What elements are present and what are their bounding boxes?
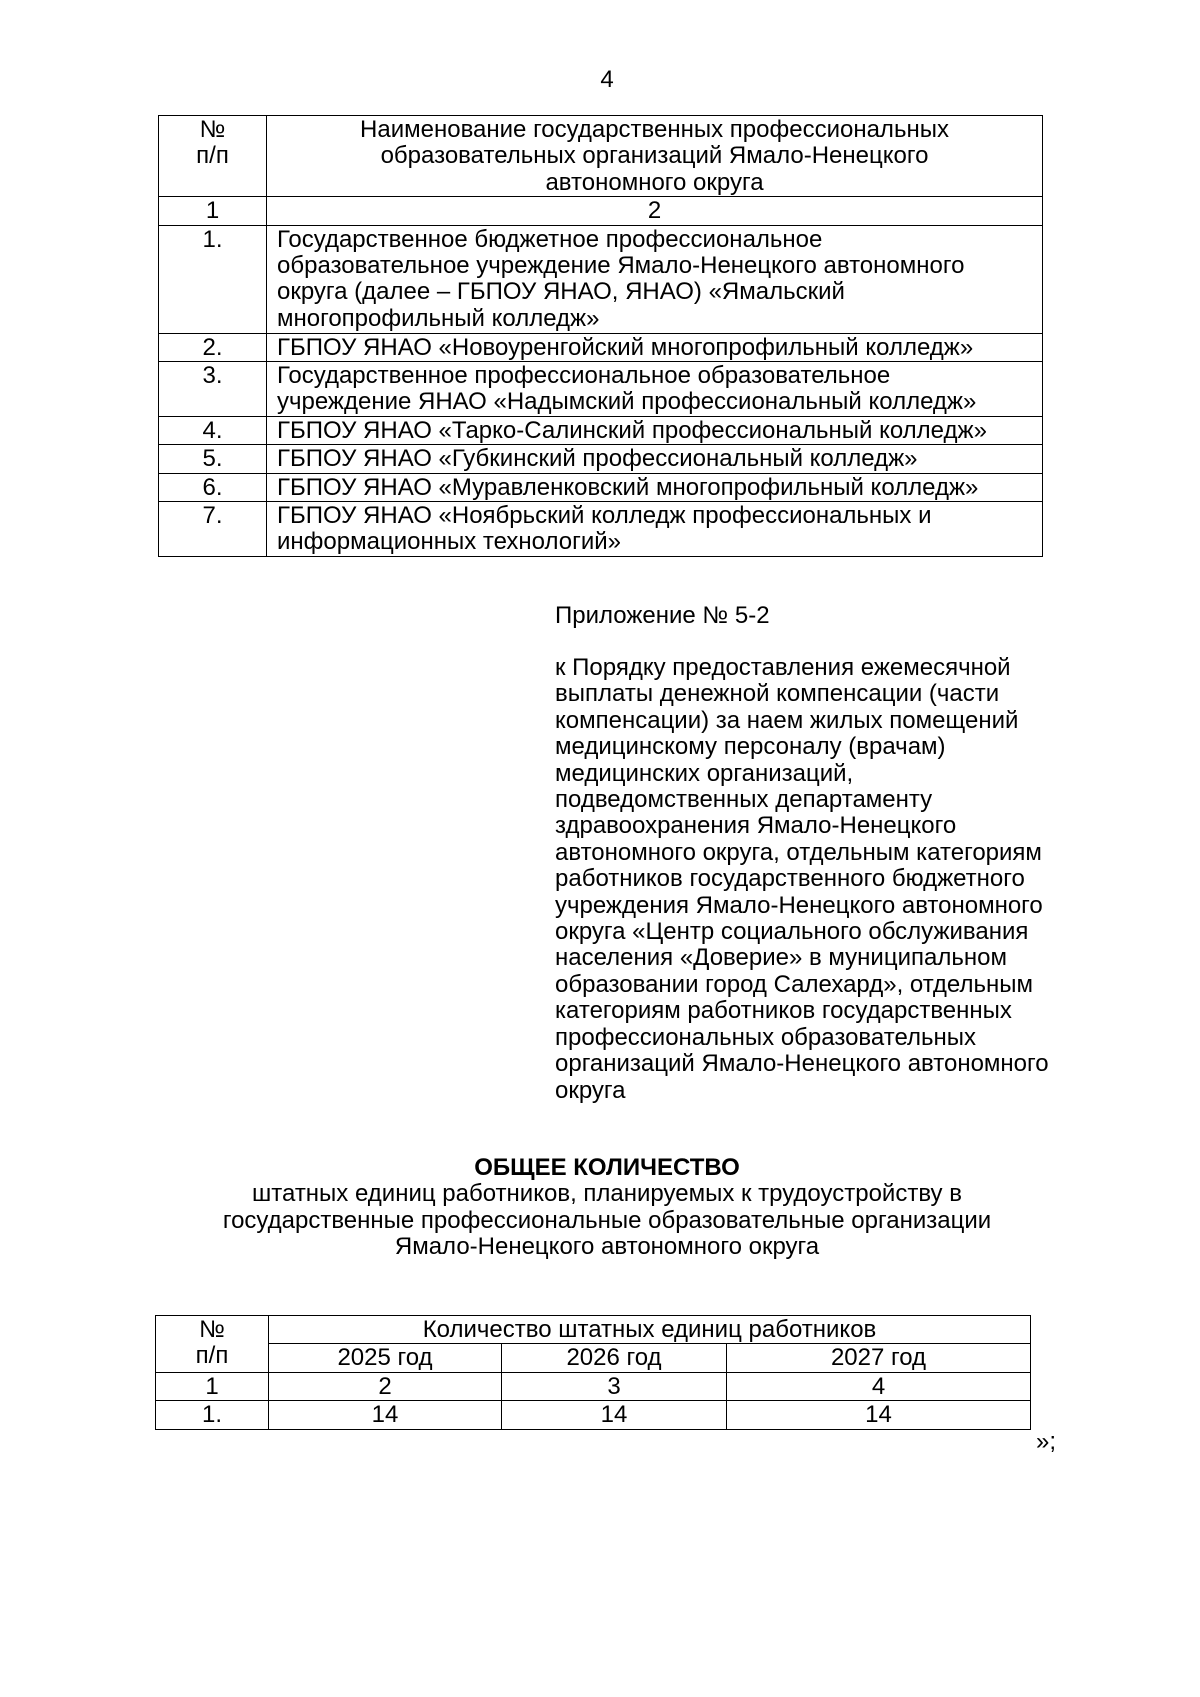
column-numbers-row bbox=[156, 1372, 1031, 1400]
table-row bbox=[159, 473, 1043, 501]
staff-units-table bbox=[155, 1315, 1031, 1430]
header-group-cell: Количество штатных единиц работников bbox=[269, 1316, 1031, 1344]
closing-quote-mark: »; bbox=[1036, 1428, 1057, 1455]
row-number-cell: 1. bbox=[156, 1401, 269, 1429]
table-row bbox=[159, 416, 1043, 444]
table-header-row bbox=[159, 116, 1043, 197]
table-row bbox=[159, 445, 1043, 473]
organization-name-cell: Государственное бюджетное профессиональное образовательное учреждение Ямало-Ненецкого автономного округа (далее – ГБПОУ ЯНАО, ЯНАО) «Ямальский многопрофильный колледж» bbox=[267, 225, 1043, 333]
year-cell: 2026 год bbox=[502, 1344, 727, 1372]
row-number-cell: 1. bbox=[159, 225, 267, 333]
table-row bbox=[159, 502, 1043, 557]
row-number-cell: 7. bbox=[159, 502, 267, 557]
row-number-cell: 4. bbox=[159, 416, 267, 444]
year-cell: 2025 год bbox=[269, 1344, 502, 1372]
value-cell: 14 bbox=[727, 1401, 1031, 1429]
section-title bbox=[14, 1155, 1200, 1261]
row-number-cell: 3. bbox=[159, 362, 267, 417]
header-number-cell: № п/п bbox=[156, 1316, 269, 1373]
column-number-cell: 1 bbox=[156, 1372, 269, 1400]
column-number-cell: 2 bbox=[267, 197, 1043, 225]
table-header-row bbox=[156, 1316, 1031, 1344]
table-row bbox=[156, 1401, 1031, 1429]
organizations-table bbox=[158, 115, 1043, 557]
row-number-cell: 5. bbox=[159, 445, 267, 473]
row-number-cell: 2. bbox=[159, 333, 267, 361]
organization-name-cell: ГБПОУ ЯНАО «Муравленковский многопрофильный колледж» bbox=[267, 473, 1043, 501]
organization-name-cell: ГБПОУ ЯНАО «Новоуренгойский многопрофильный колледж» bbox=[267, 333, 1043, 361]
value-cell: 14 bbox=[502, 1401, 727, 1429]
table-years-row bbox=[156, 1344, 1031, 1372]
table-row bbox=[159, 362, 1043, 417]
column-number-cell: 3 bbox=[502, 1372, 727, 1400]
title-subtitle: штатных единиц работников, планируемых к трудоустройству в государственные профессиональные образовательные организации Ямало-Ненецкого автономного округа bbox=[222, 1180, 992, 1261]
organization-name-cell: ГБПОУ ЯНАО «Губкинский профессиональный колледж» bbox=[267, 445, 1043, 473]
row-number-cell: 6. bbox=[159, 473, 267, 501]
title-heading: ОБЩЕЕ КОЛИЧЕСТВО bbox=[474, 1154, 740, 1181]
column-number-cell: 2 bbox=[269, 1372, 502, 1400]
column-numbers-row bbox=[159, 197, 1043, 225]
column-number-cell: 1 bbox=[159, 197, 267, 225]
table-row bbox=[159, 333, 1043, 361]
organization-name-cell: ГБПОУ ЯНАО «Тарко-Салинский профессиональный колледж» bbox=[267, 416, 1043, 444]
header-number-cell: № п/п bbox=[159, 116, 267, 197]
appendix-reference-text: к Порядку предоставления ежемесячной выплаты денежной компенсации (части компенсации) за наем жилых помещений медицинскому персоналу (врачам) медицинских организаций, подведомственных департаменту здравоохранения Ямало-Ненецкого автономного округа, отдельным категориям работников государственного бюджетного учреждения Ямало-Ненецкого автономного округа «Центр социального обслуживания населения «Доверие» в муниципальном образовании город Салехард», отдельным категориям работников государственных профессиональных образовательных организаций Ямало-Ненецкого автономного округа bbox=[555, 654, 1049, 1104]
value-cell: 14 bbox=[269, 1401, 502, 1429]
table-row bbox=[159, 225, 1043, 333]
organization-name-cell: Государственное профессиональное образовательное учреждение ЯНАО «Надымский профессиональный колледж» bbox=[267, 362, 1043, 417]
year-cell: 2027 год bbox=[727, 1344, 1031, 1372]
column-number-cell: 4 bbox=[727, 1372, 1031, 1400]
organization-name-cell: ГБПОУ ЯНАО «Ноябрьский колледж профессиональных и информационных технологий» bbox=[267, 502, 1043, 557]
page-number: 4 bbox=[600, 66, 614, 93]
header-name-cell: Наименование государственных профессиональных образовательных организаций Ямало-Ненецкого автономного округа bbox=[267, 116, 1043, 197]
appendix-label: Приложение № 5-2 bbox=[555, 602, 770, 629]
